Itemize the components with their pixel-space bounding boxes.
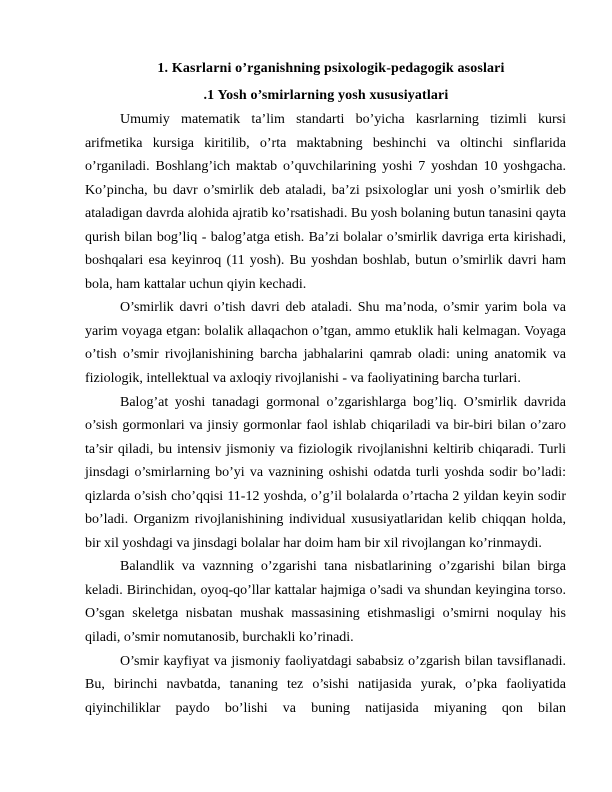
chapter-title: 1. Kasrlarni o’rganishning psixologik-pedagogik asoslari xyxy=(157,61,505,76)
paragraph-3: Balog’at yoshi tanadagi gormonal o’zgarishlarga bog’liq. O’smirlik davrida o’sish gormonlari va jinsiy gormonlar faol ishlab chiqariladi va bir-biri bilan o’zaro ta’sir qiladi, bu intensiv jismoniy va fiziologik rivojlanishni keltirib chiqaradi. Turli jinsdagi o’smirlarning bo’yi va vaznining oshishi odatda turli yoshda sodir bo’ladi: qizlarda o’sish cho’qqisi 11-12 yoshda, o’g’il bolalarda o’rtacha 2 yildan keyin sodir bo’ladi. Organizm rivojlanishining individual xususiyatlaridan kelib chiqqan holda, bir xil yoshdagi va jinsdagi bolalar har doim ham bir xil rivojlangan ko’rinmaydi. xyxy=(85,394,566,551)
paragraph-1: Umumiy matematik ta’lim standarti bo’yicha kasrlarning tizimli kursi arifmetika kursiga kiritilib, o’rta maktabning beshinchi va oltinchi sinflarida o’rganiladi. Boshlang’ich maktab o’quvchilarining yoshi 7 yoshdan 10 yoshgacha. Ko’pincha, bu davr o’smirlik deb ataladi, ba’zi psixologlar uni yosh o’smirlik deb ataladigan davrda alohida ajratib ko’rsatishadi. Bu yosh bolaning butun tanasini qayta qurish bilan bog’liq - balog’atga etish. Ba’zi bolalar o’smirlik davriga erta kirishadi, boshqalari esa keyinroq (11 yosh). Bu yoshdan boshlab, butun o’smirlik davri ham bola, ham kattalar uchun qiyin kechadi. xyxy=(85,112,566,292)
paragraph-5: O’smir kayfiyat va jismoniy faoliyatdagi sababsiz o’zgarish bilan tavsiflanadi. Bu, birinchi navbatda, tananing tez o’sishi natijasida yurak, o’pka faoliyatida qiyinchiliklar paydo bo’lishi va buning natijasida miyaning qon bilan xyxy=(85,653,566,716)
body-text xyxy=(85,108,566,720)
paragraph-4: Balandlik va vaznning o’zgarishi tana nisbatlarining o’zgarishi bilan birga keladi. Birinchidan, oyoq-qo’llar kattalar hajmiga o’sadi va shundan keyingina torso. O’sgan skeletga nisbatan mushak massasining etishmasligi o’smirni noqulay his qiladi, o’smir nomutanosib, burchakli ko’rinadi. xyxy=(85,559,566,646)
paragraph-2: O’smirlik davri o’tish davri deb ataladi. Shu ma’noda, o’smir yarim bola va yarim voyaga etgan: bolalik allaqachon o’tgan, ammo etuklik hali kelmagan. Voyaga o’tish o’smir rivojlanishining barcha jabhalarini qamrab oladi: uning anatomik va fiziologik, intellektual va axloqiy rivojlanishi - va faoliyatining barcha turlari. xyxy=(85,300,566,387)
section-title: .1 Yosh o’smirlarning yosh xususiyatlari xyxy=(203,88,449,103)
